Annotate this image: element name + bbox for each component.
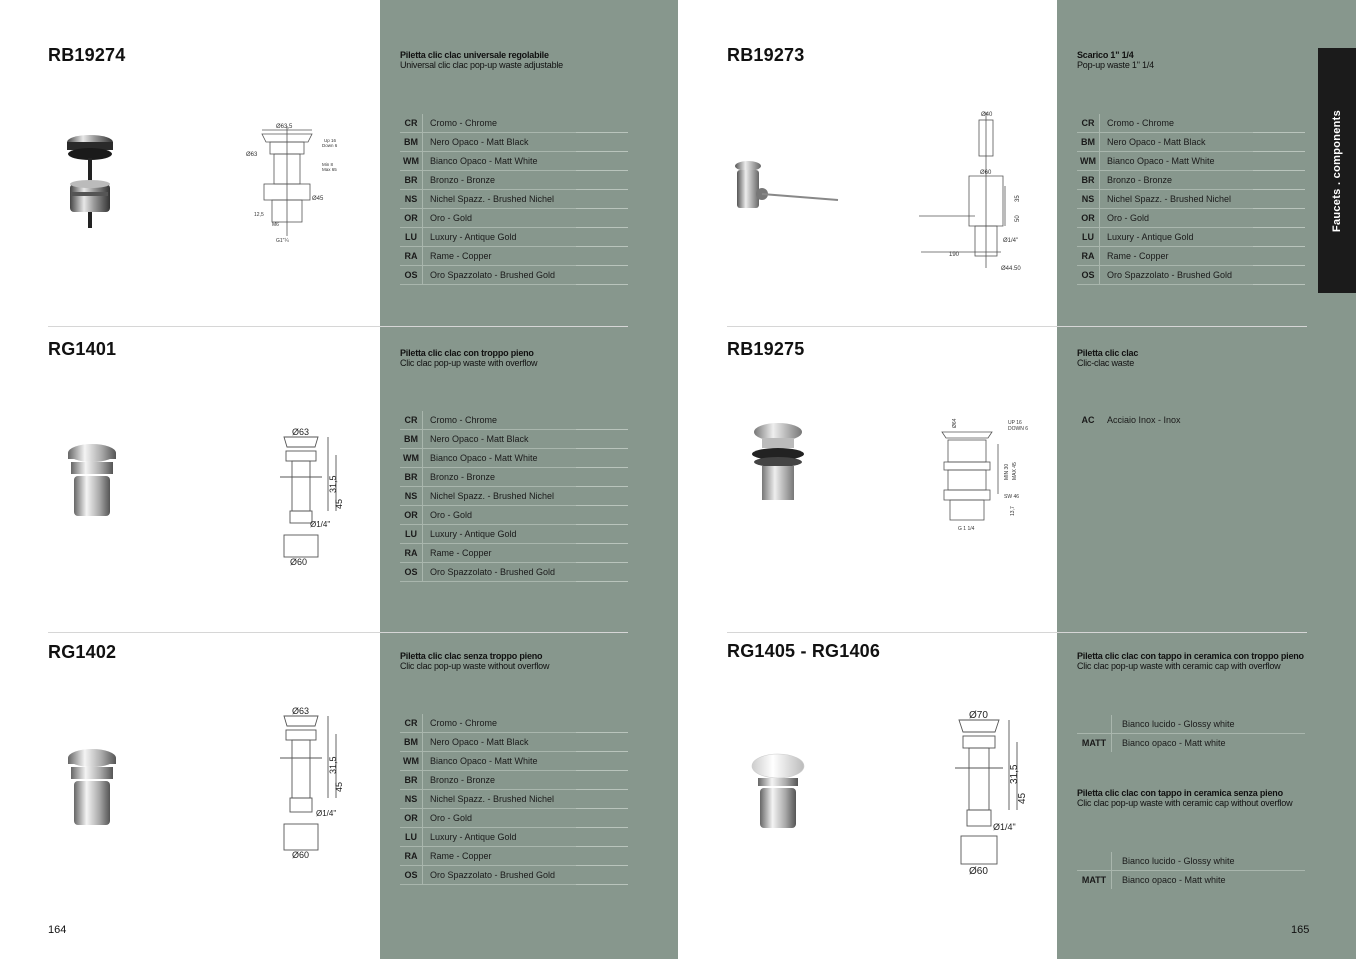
finish-label: Oro - Gold bbox=[430, 510, 473, 520]
svg-text:Ø63: Ø63 bbox=[292, 427, 310, 437]
row-rule bbox=[576, 581, 628, 582]
finish-row bbox=[1077, 209, 1305, 228]
svg-text:MIN 30: MIN 30 bbox=[1004, 463, 1010, 480]
finish-code: NS bbox=[1077, 190, 1100, 208]
finish-code: WM bbox=[400, 752, 423, 770]
finish-label: Nichel Spazz. - Brushed Nichel bbox=[430, 794, 555, 804]
finish-code: CR bbox=[1077, 114, 1100, 132]
finish-label: Oro Spazzolato - Brushed Gold bbox=[430, 567, 556, 577]
svg-text:Ø1/4": Ø1/4" bbox=[316, 809, 337, 818]
finish-row bbox=[1077, 871, 1305, 889]
page-number-right: 165 bbox=[1291, 924, 1310, 936]
svg-text:13,7: 13,7 bbox=[1010, 506, 1016, 516]
finish-row bbox=[400, 133, 628, 152]
product-code: RB19274 bbox=[48, 45, 126, 65]
ceramic-finish-table-no-overflow bbox=[1077, 852, 1305, 889]
finish-row bbox=[1077, 266, 1305, 285]
finish-code: LU bbox=[1077, 228, 1100, 246]
finish-code: OS bbox=[400, 563, 423, 581]
title-english: Universal clic clac pop-up waste adjustable bbox=[400, 60, 563, 70]
svg-text:Ø60: Ø60 bbox=[980, 170, 992, 176]
svg-text:Min 8: Min 8 bbox=[322, 162, 334, 167]
finish-row bbox=[1077, 734, 1305, 752]
finish-row bbox=[400, 266, 628, 285]
separator bbox=[48, 326, 628, 327]
finish-label: Oro - Gold bbox=[430, 213, 473, 223]
finish-row bbox=[400, 828, 628, 847]
page-number-left: 164 bbox=[48, 924, 67, 936]
row-rule bbox=[576, 284, 628, 285]
svg-text:G1"¼: G1"¼ bbox=[276, 238, 289, 244]
product-description bbox=[400, 651, 549, 671]
title-english: Clic clac pop-up waste with overflow bbox=[400, 358, 538, 368]
separator bbox=[48, 632, 628, 633]
finish-code: OR bbox=[400, 209, 423, 227]
finish-label: Oro - Gold bbox=[430, 813, 473, 823]
product-description bbox=[1077, 50, 1154, 70]
finish-row bbox=[400, 487, 628, 506]
finish-row bbox=[1077, 247, 1305, 266]
finish-code: CR bbox=[400, 411, 423, 429]
finish-row bbox=[400, 468, 628, 487]
finish-code: BR bbox=[400, 171, 423, 189]
finish-code: OR bbox=[1077, 209, 1100, 227]
svg-text:SW 46: SW 46 bbox=[1004, 494, 1020, 500]
finish-label: Cromo - Chrome bbox=[1107, 118, 1175, 128]
finish-label: Nichel Spazz. - Brushed Nichel bbox=[1107, 194, 1232, 204]
finish-code: BM bbox=[1077, 133, 1100, 151]
finish-label: Bianco Opaco - Matt White bbox=[430, 156, 538, 166]
finish-label: Bronzo - Bronze bbox=[1107, 175, 1173, 185]
finish-label: Oro Spazzolato - Brushed Gold bbox=[430, 870, 556, 880]
finish-label: Bianco opaco - Matt white bbox=[1122, 875, 1226, 885]
title-italian: Piletta clic clac senza troppo pieno bbox=[400, 651, 543, 661]
product-code: RB19273 bbox=[727, 45, 805, 65]
svg-text:MAX 45: MAX 45 bbox=[1012, 462, 1018, 480]
finish-code: NS bbox=[400, 190, 423, 208]
finish-label: Oro Spazzolato - Brushed Gold bbox=[1107, 270, 1233, 280]
finish-row bbox=[1077, 171, 1305, 190]
finish-code: MATT bbox=[1077, 871, 1112, 889]
finish-code: RA bbox=[400, 847, 423, 865]
finish-label: Nichel Spazz. - Brushed Nichel bbox=[430, 491, 555, 501]
technical-drawing-rg1402 bbox=[270, 700, 355, 860]
product-code: RG1401 bbox=[48, 339, 117, 359]
title-italian: Piletta clic clac universale regolabile bbox=[400, 50, 549, 60]
finish-row bbox=[400, 790, 628, 809]
finish-row bbox=[400, 847, 628, 866]
finish-row bbox=[400, 209, 628, 228]
finish-row bbox=[400, 247, 628, 266]
finish-table bbox=[400, 714, 628, 885]
finish-label: Oro Spazzolato - Brushed Gold bbox=[430, 270, 556, 280]
finish-code: RA bbox=[400, 247, 423, 265]
separator bbox=[727, 632, 1307, 633]
finish-label: Rame - Copper bbox=[430, 851, 492, 861]
finish-label: Bronzo - Bronze bbox=[430, 472, 496, 482]
svg-text:Ø1/4": Ø1/4" bbox=[310, 520, 331, 529]
product-photo-rb19275 bbox=[748, 420, 808, 502]
technical-drawing-rb19275 bbox=[930, 414, 1040, 536]
finish-code: RA bbox=[1077, 247, 1100, 265]
product-description bbox=[400, 348, 537, 368]
finish-label: Luxury - Antique Gold bbox=[430, 232, 517, 242]
finish-code: AC bbox=[1081, 415, 1095, 425]
finish-row bbox=[1077, 411, 1305, 429]
finish-label: Oro - Gold bbox=[1107, 213, 1150, 223]
finish-row bbox=[400, 228, 628, 247]
finish-code: MATT bbox=[1077, 734, 1112, 752]
finish-code: CR bbox=[400, 714, 423, 732]
title-italian: Scarico 1" 1/4 bbox=[1077, 50, 1134, 60]
finish-code: RA bbox=[400, 544, 423, 562]
finish-row bbox=[400, 771, 628, 790]
finish-row bbox=[400, 114, 628, 133]
svg-text:Ø63: Ø63 bbox=[292, 706, 310, 716]
finish-code: WM bbox=[400, 449, 423, 467]
svg-text:Ø63: Ø63 bbox=[246, 152, 258, 158]
finish-row bbox=[400, 171, 628, 190]
row-rule bbox=[576, 884, 628, 885]
finish-table bbox=[400, 411, 628, 582]
svg-text:Up 16: Up 16 bbox=[324, 138, 337, 143]
finish-row bbox=[400, 411, 628, 430]
svg-text:Ø45: Ø45 bbox=[312, 196, 324, 202]
product-description bbox=[400, 50, 563, 70]
product-code: RB19275 bbox=[727, 339, 805, 359]
svg-text:Max 65: Max 65 bbox=[322, 167, 337, 172]
svg-text:45: 45 bbox=[1017, 792, 1028, 804]
finish-row bbox=[400, 809, 628, 828]
finish-label: Bianco lucido - Glossy white bbox=[1122, 719, 1235, 729]
title-english: Clic-clac waste bbox=[1077, 358, 1135, 368]
svg-text:UP 16: UP 16 bbox=[1008, 420, 1022, 426]
finish-table bbox=[400, 114, 628, 285]
finish-code: WM bbox=[400, 152, 423, 170]
svg-text:35: 35 bbox=[1015, 195, 1021, 202]
finish-label: Cromo - Chrome bbox=[430, 415, 498, 425]
finish-code: CR bbox=[400, 114, 423, 132]
finish-row bbox=[400, 733, 628, 752]
finish-label: Bianco lucido - Glossy white bbox=[1122, 856, 1235, 866]
svg-text:45: 45 bbox=[334, 781, 344, 792]
svg-text:Ø1/4": Ø1/4" bbox=[1003, 238, 1019, 244]
title-italian: Piletta clic clac con troppo pieno bbox=[400, 348, 534, 358]
product-photo-rb19274 bbox=[60, 130, 120, 230]
svg-text:Ø1/4": Ø1/4" bbox=[993, 822, 1016, 832]
finish-label: Luxury - Antique Gold bbox=[1107, 232, 1194, 242]
product-photo-rb19273 bbox=[732, 158, 842, 218]
finish-label: Nero Opaco - Matt Black bbox=[430, 737, 529, 747]
finish-row bbox=[1077, 152, 1305, 171]
finish-label: Bronzo - Bronze bbox=[430, 775, 496, 785]
finish-table bbox=[1077, 114, 1305, 285]
svg-text:Ø44.50: Ø44.50 bbox=[1001, 266, 1021, 272]
title-italian: Piletta clic clac bbox=[1077, 348, 1139, 358]
finish-row bbox=[1077, 133, 1305, 152]
separator bbox=[727, 326, 1307, 327]
technical-drawing-rb19274 bbox=[240, 112, 350, 247]
finish-code: BM bbox=[400, 133, 423, 151]
svg-text:DOWN 6: DOWN 6 bbox=[1008, 426, 1028, 432]
svg-text:M6: M6 bbox=[272, 222, 279, 228]
product-code: RG1402 bbox=[48, 642, 117, 662]
svg-text:31,5: 31,5 bbox=[328, 475, 338, 493]
finish-label: Rame - Copper bbox=[430, 548, 492, 558]
product-description bbox=[1077, 651, 1304, 671]
title-english: Pop-up waste 1" 1/4 bbox=[1077, 60, 1154, 70]
svg-text:31,5: 31,5 bbox=[1009, 764, 1020, 784]
row-rule bbox=[1253, 284, 1305, 285]
section-tab bbox=[1318, 48, 1356, 293]
title-english: Clic clac pop-up waste with ceramic cap without overflow bbox=[1077, 798, 1293, 808]
finish-code: BM bbox=[400, 430, 423, 448]
finish-code: NS bbox=[400, 487, 423, 505]
finish-row bbox=[400, 714, 628, 733]
finish-code: OS bbox=[400, 266, 423, 284]
technical-drawing-rg1401 bbox=[270, 425, 355, 570]
finish-row bbox=[1077, 715, 1305, 734]
finish-label: Bianco opaco - Matt white bbox=[1122, 738, 1226, 748]
finish-row bbox=[400, 152, 628, 171]
finish-label: Rame - Copper bbox=[430, 251, 492, 261]
finish-label: Bianco Opaco - Matt White bbox=[430, 756, 538, 766]
finish-code: BM bbox=[400, 733, 423, 751]
finish-label: Bianco Opaco - Matt White bbox=[1107, 156, 1215, 166]
svg-text:Ø70: Ø70 bbox=[969, 710, 988, 721]
finish-label: Cromo - Chrome bbox=[430, 118, 498, 128]
svg-text:31,5: 31,5 bbox=[328, 756, 338, 774]
finish-row bbox=[400, 563, 628, 582]
finish-row bbox=[400, 544, 628, 563]
finish-row bbox=[400, 752, 628, 771]
product-photo-rg1405 bbox=[748, 752, 810, 832]
finish-code: LU bbox=[400, 228, 423, 246]
product-description bbox=[1077, 348, 1138, 368]
technical-drawing-rb19273 bbox=[905, 106, 1035, 274]
svg-text:Ø60: Ø60 bbox=[969, 866, 988, 877]
finish-row bbox=[400, 190, 628, 209]
finish-label: Nero Opaco - Matt Black bbox=[1107, 137, 1206, 147]
finish-label: Cromo - Chrome bbox=[430, 718, 498, 728]
svg-text:Ø40: Ø40 bbox=[981, 112, 993, 118]
finish-code: LU bbox=[400, 828, 423, 846]
finish-code: OS bbox=[400, 866, 423, 884]
finish-row bbox=[400, 506, 628, 525]
finish-code: NS bbox=[400, 790, 423, 808]
svg-text:Ø64: Ø64 bbox=[952, 418, 958, 428]
svg-text:190: 190 bbox=[949, 252, 960, 258]
finish-label: Nero Opaco - Matt Black bbox=[430, 137, 529, 147]
finish-label: Acciaio Inox - Inox bbox=[1107, 415, 1181, 425]
finish-row bbox=[1077, 190, 1305, 209]
finish-code bbox=[1077, 852, 1112, 870]
svg-text:Ø60: Ø60 bbox=[290, 557, 308, 567]
product-description-2 bbox=[1077, 788, 1292, 808]
product-photo-rg1401 bbox=[62, 440, 124, 525]
product-photo-rg1402 bbox=[62, 745, 124, 830]
finish-label: Nero Opaco - Matt Black bbox=[430, 434, 529, 444]
finish-code: BR bbox=[400, 468, 423, 486]
finish-code: BR bbox=[400, 771, 423, 789]
finish-label: Bianco Opaco - Matt White bbox=[430, 453, 538, 463]
finish-row bbox=[400, 449, 628, 468]
finish-label: Rame - Copper bbox=[1107, 251, 1169, 261]
finish-label: Nichel Spazz. - Brushed Nichel bbox=[430, 194, 555, 204]
finish-code: OR bbox=[400, 506, 423, 524]
svg-text:Ø63,5: Ø63,5 bbox=[276, 124, 293, 130]
finish-row bbox=[400, 430, 628, 449]
finish-row bbox=[1077, 114, 1305, 133]
title-italian: Piletta clic clac con tappo in ceramica con troppo pieno bbox=[1077, 651, 1304, 661]
finish-label: Bronzo - Bronze bbox=[430, 175, 496, 185]
finish-code bbox=[1077, 715, 1112, 733]
finish-code: OR bbox=[400, 809, 423, 827]
finish-row bbox=[400, 525, 628, 544]
svg-text:50: 50 bbox=[1015, 215, 1021, 222]
finish-row bbox=[400, 866, 628, 885]
title-english: Clic clac pop-up waste with ceramic cap with overflow bbox=[1077, 661, 1281, 671]
finish-row bbox=[1077, 228, 1305, 247]
title-english: Clic clac pop-up waste without overflow bbox=[400, 661, 550, 671]
ceramic-finish-table-overflow bbox=[1077, 715, 1305, 752]
finish-label: Luxury - Antique Gold bbox=[430, 529, 517, 539]
finish-code: OS bbox=[1077, 266, 1100, 284]
finish-table-inox bbox=[1077, 411, 1305, 429]
title-italian: Piletta clic clac con tappo in ceramica senza pieno bbox=[1077, 788, 1283, 798]
finish-code: LU bbox=[400, 525, 423, 543]
product-code: RG1405 - RG1406 bbox=[727, 641, 881, 661]
svg-text:12,5: 12,5 bbox=[254, 212, 264, 218]
section-tab-label: Faucets . components bbox=[1331, 109, 1343, 232]
finish-label: Luxury - Antique Gold bbox=[430, 832, 517, 842]
svg-text:Down 6: Down 6 bbox=[322, 143, 338, 148]
finish-code: WM bbox=[1077, 152, 1100, 170]
finish-code: BR bbox=[1077, 171, 1100, 189]
svg-text:Ø60: Ø60 bbox=[292, 850, 310, 860]
technical-drawing-rg1405 bbox=[945, 702, 1035, 877]
finish-row bbox=[1077, 852, 1305, 871]
svg-text:G 1 1/4: G 1 1/4 bbox=[958, 526, 975, 532]
svg-text:45: 45 bbox=[334, 498, 344, 509]
